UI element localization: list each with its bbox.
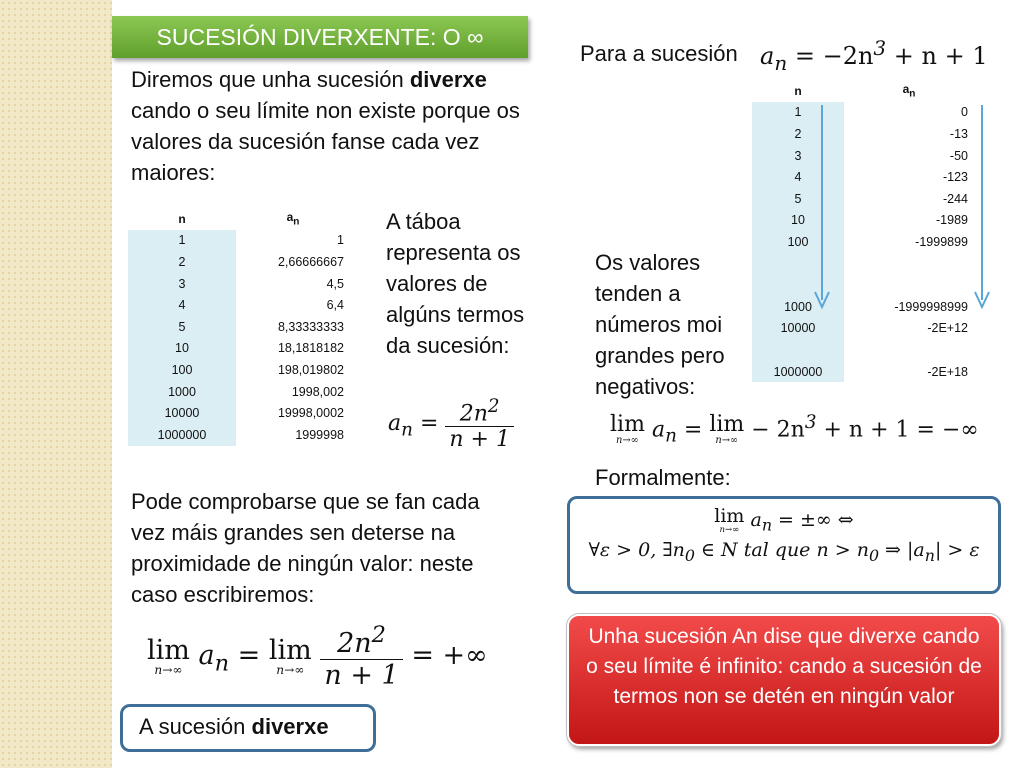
- formal-a-sub: n: [761, 515, 773, 535]
- lim-subscript: n→∞: [719, 525, 740, 535]
- cell-n: [752, 339, 844, 361]
- trend-arrows: [812, 100, 992, 315]
- formal-line-2-tail: | > ε: [934, 538, 980, 561]
- equals-sign: =: [683, 417, 703, 443]
- table-row: [128, 316, 350, 338]
- limit-fraction: [320, 622, 402, 691]
- cell-an: 4,5: [326, 276, 344, 291]
- cell-n: 1000000: [752, 361, 844, 383]
- cell-n: 2: [752, 123, 844, 145]
- header-a-letter: a: [902, 82, 910, 97]
- formal-line-2-start: ∀ε > 0, ∃n: [588, 538, 685, 561]
- cell-n: 10: [752, 210, 844, 232]
- table-row: [128, 381, 350, 403]
- header-an: [844, 80, 974, 102]
- table-row: [128, 338, 350, 360]
- right-heading: Para a sucesión: [580, 41, 738, 66]
- lim-operator-2: [709, 414, 744, 446]
- alert-text: Unha sucesión An dise que diverxe cando o seu límite é infinito: cando a sucesión de termos non se detén en ningún valor: [586, 625, 982, 708]
- formal-definition-box: [567, 496, 1001, 594]
- cell-an: 6,4: [326, 298, 344, 313]
- cell-n: 4: [128, 294, 236, 316]
- formula-numerator: [445, 396, 514, 427]
- table-row: [128, 294, 350, 316]
- header-a-sub: n: [909, 88, 916, 100]
- limit-numerator: [320, 622, 402, 660]
- header-a-sub: n: [293, 216, 300, 228]
- cell-n: 100: [752, 231, 844, 253]
- conclusion-text: [123, 707, 373, 742]
- cell-n: 4: [752, 166, 844, 188]
- cell-an: 8,33333333: [277, 319, 344, 334]
- cell-an: 19998,0002: [277, 406, 344, 421]
- header-a-letter: a: [286, 210, 294, 225]
- lim-operator: [147, 634, 190, 677]
- limit-result: = +∞: [411, 640, 488, 671]
- formal-sub-2: n: [924, 545, 935, 565]
- limit-rhs: − 2n: [751, 417, 805, 443]
- table-header-row: [128, 208, 350, 230]
- formal-sub-1: 0: [868, 545, 880, 565]
- lim-word: lim: [610, 412, 645, 438]
- header-an: [236, 208, 350, 230]
- lim-subscript-2: n→∞: [276, 662, 305, 677]
- r-formula-rhs: = −2n: [794, 42, 874, 70]
- formal-line-1-rest: = ±∞ ⇔: [772, 508, 854, 531]
- formal-line-2-end: ⇒ |a: [879, 538, 925, 561]
- limit-a: a: [651, 417, 666, 443]
- explanation-paragraph: Pode comprobarse que se fan cada vez máis grandes sen deterse na proximidade de ningún valor: neste caso escribiremos:: [131, 489, 480, 607]
- cell-n: 100: [128, 359, 236, 381]
- limit-a-sub: n: [214, 650, 230, 677]
- formal-line-2-mid: ∈ N tal que n > n: [694, 538, 869, 561]
- cell-an: -2E+12: [927, 321, 968, 336]
- limit-num-text: 2n: [337, 628, 372, 659]
- right-sequence-formula: [760, 36, 988, 75]
- table-note: A táboa representa os valores de algúns termos da sucesión:: [386, 209, 525, 358]
- cell-an: [844, 339, 974, 361]
- cell-an: -2E+18: [927, 364, 968, 379]
- left-values-table: [128, 208, 350, 446]
- decorative-side-strip: [0, 0, 112, 768]
- lim-subscript: n→∞: [154, 662, 183, 677]
- header-n: n: [752, 80, 844, 102]
- formal-sub-0: 0: [684, 545, 695, 565]
- cell-an: 1998,002: [291, 384, 344, 399]
- conclusion-bold-word: diverxe: [251, 714, 329, 739]
- cell-an: 0: [961, 105, 968, 120]
- cell-an: -1999998999: [894, 299, 968, 314]
- formula-denominator: n + 1: [449, 427, 510, 453]
- r-formula-tail: + n + 1: [886, 42, 988, 70]
- table-row: [128, 230, 350, 252]
- cell-n: 10: [128, 338, 236, 360]
- divergence-alert-box: [567, 614, 1001, 746]
- r-formula-exp: 3: [873, 36, 887, 60]
- limit-denominator: n + 1: [324, 660, 399, 691]
- limit-tail: + n + 1 = −∞: [816, 417, 979, 443]
- lim-subscript-2: n→∞: [715, 435, 739, 447]
- cell-an: 1: [337, 233, 344, 248]
- formula-a-sub: n: [401, 419, 413, 441]
- cell-an: -123: [942, 170, 968, 185]
- limit-a: a: [198, 640, 215, 671]
- intro-bold-word: diverxe: [409, 67, 487, 92]
- formula-fraction: [445, 396, 514, 452]
- formal-line-2: [570, 539, 998, 565]
- lim-operator: [714, 507, 744, 535]
- r-formula-a-sub: n: [774, 50, 788, 75]
- conclusion-text-plain: A sucesión: [139, 714, 252, 739]
- lim-word-2: lim: [268, 634, 312, 666]
- cell-n: 1000000: [128, 424, 236, 446]
- limit-exp: 3: [804, 412, 817, 433]
- equals-sign: =: [419, 411, 439, 437]
- formula-a: a: [388, 411, 402, 437]
- conclusion-box: [120, 704, 376, 752]
- cell-n: 1000: [752, 296, 844, 318]
- cell-n: 2: [128, 251, 236, 273]
- right-limit-expression: [610, 412, 979, 447]
- formula-num-exp: 2: [487, 396, 500, 417]
- cell-an: -244: [942, 191, 968, 206]
- lim-operator-2: [268, 634, 312, 677]
- table-row: [752, 318, 974, 340]
- formal-label: Formalmente:: [595, 465, 731, 490]
- formal-a: a: [750, 508, 762, 531]
- slide-title: [112, 16, 528, 58]
- left-table-body: [128, 230, 350, 446]
- table-row: [752, 339, 974, 361]
- cell-n: 1: [752, 102, 844, 124]
- table-row: [128, 424, 350, 446]
- cell-an: -13: [949, 126, 968, 141]
- header-n: n: [128, 208, 236, 230]
- limit-a-sub: n: [665, 425, 677, 447]
- limit-num-exp: 2: [371, 622, 386, 648]
- cell-an: 18,1818182: [277, 341, 344, 356]
- table-header-row: [752, 80, 974, 102]
- r-formula-a: a: [760, 42, 775, 70]
- slide-title-text: SUCESIÓN DIVERXENTE: O ∞: [156, 23, 484, 50]
- lim-word-2: lim: [709, 412, 745, 438]
- cell-n: 3: [128, 273, 236, 295]
- cell-n: 5: [752, 188, 844, 210]
- table-row: [128, 273, 350, 295]
- cell-n: 1: [128, 230, 236, 252]
- cell-an: 2,66666667: [277, 254, 344, 269]
- table-row: [128, 251, 350, 273]
- cell-n: 5: [128, 316, 236, 338]
- lim-word: lim: [147, 634, 190, 666]
- cell-an: 198,019802: [277, 362, 344, 377]
- left-limit-expression: [147, 622, 488, 691]
- cell-n: 10000: [752, 318, 844, 340]
- cell-n: 1000: [128, 381, 236, 403]
- equals-sign: =: [237, 640, 261, 671]
- cell-an: -1999899: [915, 234, 968, 249]
- lim-operator: [610, 414, 645, 446]
- table-row: [752, 361, 974, 383]
- table-row: [128, 402, 350, 424]
- right-note: Os valores tenden a números moi grandes pero negativos:: [595, 250, 725, 399]
- cell-an: -1989: [936, 213, 968, 228]
- intro-paragraph: [131, 64, 526, 188]
- formal-line-1: [570, 507, 998, 535]
- formula-num-text: 2n: [459, 401, 488, 427]
- lim-subscript: n→∞: [616, 435, 639, 447]
- cell-n: 3: [752, 145, 844, 167]
- cell-an: -50: [949, 148, 968, 163]
- intro-text: Diremos que unha sucesión: [131, 67, 410, 92]
- table-row: [128, 359, 350, 381]
- cell-n: 10000: [128, 402, 236, 424]
- intro-text-rest: cando o seu límite non existe porque os valores da sucesión fanse cada vez maiores:: [131, 98, 520, 185]
- left-sequence-formula: [388, 396, 514, 452]
- cell-an: 1999998: [295, 427, 344, 442]
- lim-word: lim: [714, 505, 745, 527]
